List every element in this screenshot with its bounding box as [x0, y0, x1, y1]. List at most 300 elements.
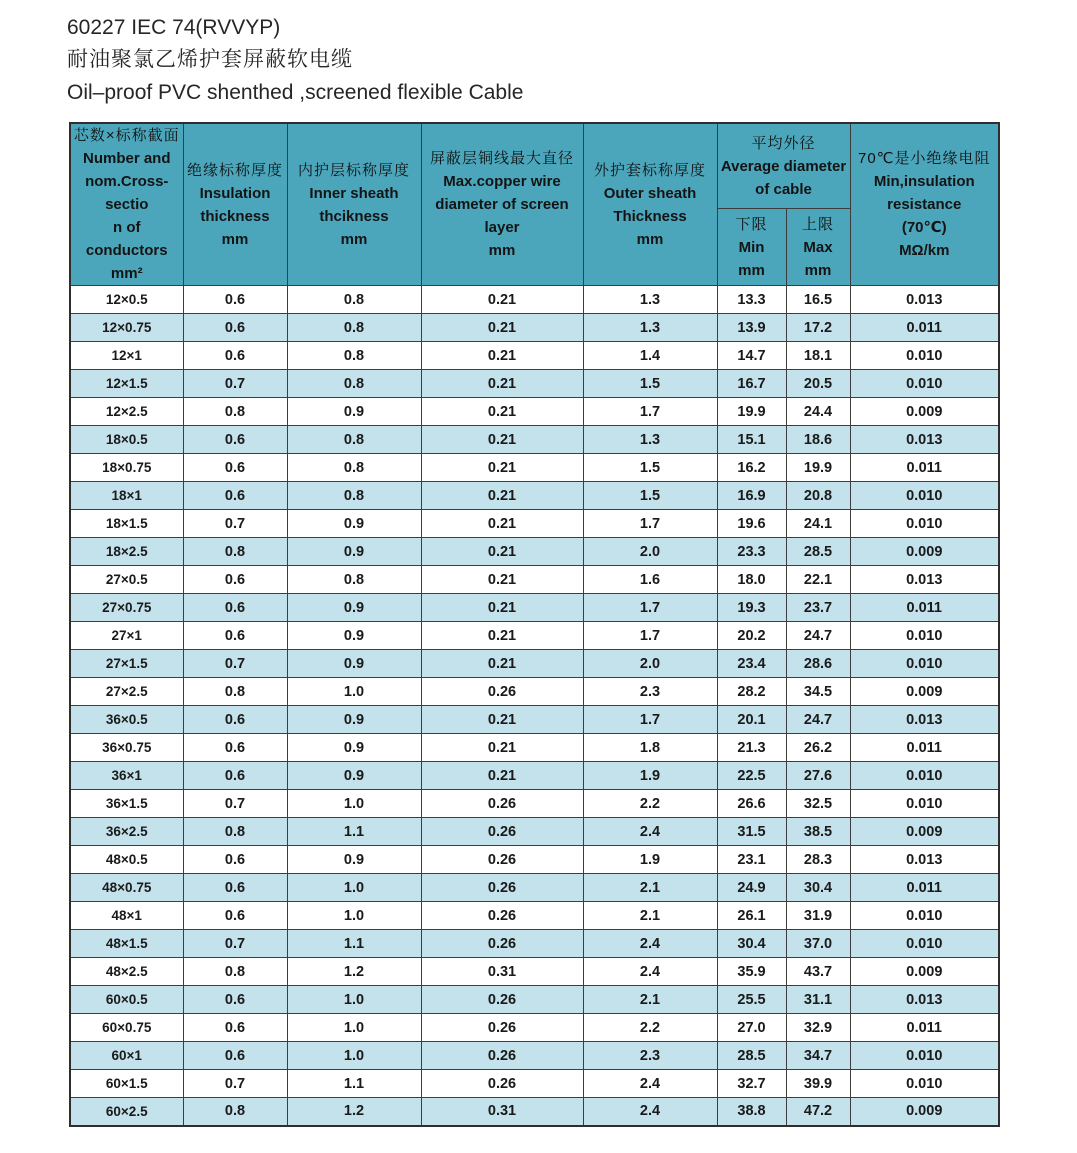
table-cell: 12×2.5	[70, 398, 183, 426]
table-row	[70, 454, 999, 482]
header-line: 内护层标称厚度	[297, 161, 410, 179]
header-line: 上限	[801, 215, 834, 233]
table-cell: 0.9	[287, 706, 421, 734]
table-cell: 0.6	[183, 566, 287, 594]
table-cell: 0.013	[850, 846, 999, 874]
table-cell: 16.5	[786, 286, 850, 314]
table-cell: 0.009	[850, 1098, 999, 1126]
table-cell: 27×2.5	[70, 678, 183, 706]
table-row	[70, 286, 999, 314]
table-cell: 43.7	[786, 958, 850, 986]
header-line: Min	[738, 238, 765, 256]
table-cell: 0.8	[183, 1098, 287, 1126]
table-cell: 0.21	[421, 454, 583, 482]
table-cell: 27.6	[786, 762, 850, 790]
table-cell: 0.009	[850, 678, 999, 706]
table-cell: 0.009	[850, 538, 999, 566]
table-cell: 0.8	[183, 538, 287, 566]
table-cell: 60×0.5	[70, 986, 183, 1014]
table-cell: 0.011	[850, 314, 999, 342]
table-cell: 0.010	[850, 902, 999, 930]
table-cell: 2.4	[583, 930, 717, 958]
table-cell: 36×0.5	[70, 706, 183, 734]
header-insulation-thickness	[183, 123, 287, 286]
table-cell: 1.7	[583, 594, 717, 622]
table-cell: 1.0	[287, 790, 421, 818]
table-cell: 35.9	[717, 958, 786, 986]
table-cell: 0.010	[850, 790, 999, 818]
table-cell: 0.21	[421, 370, 583, 398]
header-line: Thickness	[613, 207, 687, 225]
table-row	[70, 986, 999, 1014]
table-cell: 1.3	[583, 286, 717, 314]
table-cell: 32.7	[717, 1070, 786, 1098]
table-cell: 0.6	[183, 874, 287, 902]
table-cell: 28.6	[786, 650, 850, 678]
table-cell: 15.1	[717, 426, 786, 454]
table-cell: 0.9	[287, 734, 421, 762]
table-cell: 0.21	[421, 734, 583, 762]
table-cell: 0.26	[421, 846, 583, 874]
table-cell: 0.010	[850, 1070, 999, 1098]
table-cell: 1.0	[287, 1014, 421, 1042]
table-row	[70, 594, 999, 622]
table-cell: 0.6	[183, 482, 287, 510]
table-cell: 0.6	[183, 734, 287, 762]
header-line: mm²	[110, 265, 143, 282]
table-cell: 24.4	[786, 398, 850, 426]
table-cell: 60×1	[70, 1042, 183, 1070]
table-cell: 0.21	[421, 706, 583, 734]
table-cell: 12×1	[70, 342, 183, 370]
table-row	[70, 314, 999, 342]
table-cell: 0.9	[287, 650, 421, 678]
table-cell: 2.1	[583, 902, 717, 930]
table-cell: 0.8	[287, 566, 421, 594]
header-line: Inner sheath	[309, 184, 399, 202]
table-cell: 0.21	[421, 762, 583, 790]
header-line: Insulation	[199, 184, 271, 202]
header-diameter-max	[786, 209, 850, 286]
table-row	[70, 874, 999, 902]
table-cell: 0.8	[287, 370, 421, 398]
header-line: thcikness	[319, 207, 389, 225]
table-cell: 0.013	[850, 986, 999, 1014]
table-cell: 1.0	[287, 986, 421, 1014]
table-cell: 0.21	[421, 538, 583, 566]
table-cell: 26.6	[717, 790, 786, 818]
table-cell: 0.009	[850, 818, 999, 846]
table-cell: 48×2.5	[70, 958, 183, 986]
table-cell: 31.1	[786, 986, 850, 1014]
table-cell: 0.7	[183, 790, 287, 818]
header-line: n of conductors	[85, 219, 168, 259]
table-cell: 27×1	[70, 622, 183, 650]
table-cell: 19.9	[786, 454, 850, 482]
table-cell: 0.21	[421, 426, 583, 454]
table-cell: 2.4	[583, 958, 717, 986]
table-cell: 1.9	[583, 762, 717, 790]
table-cell: 23.7	[786, 594, 850, 622]
table-cell: 23.4	[717, 650, 786, 678]
table-cell: 31.9	[786, 902, 850, 930]
table-cell: 0.26	[421, 818, 583, 846]
table-row	[70, 482, 999, 510]
table-cell: 24.9	[717, 874, 786, 902]
header-line: resistance	[887, 196, 962, 213]
table-cell: 22.5	[717, 762, 786, 790]
table-cell: 2.2	[583, 1014, 717, 1042]
table-cell: 0.26	[421, 874, 583, 902]
table-cell: 16.2	[717, 454, 786, 482]
table-cell: 48×1.5	[70, 930, 183, 958]
table-cell: 25.5	[717, 986, 786, 1014]
table-cell: 0.21	[421, 398, 583, 426]
table-cell: 27×1.5	[70, 650, 183, 678]
table-cell: 2.1	[583, 986, 717, 1014]
table-row	[70, 370, 999, 398]
table-cell: 24.1	[786, 510, 850, 538]
table-cell: 22.1	[786, 566, 850, 594]
table-cell: 24.7	[786, 706, 850, 734]
table-cell: 1.3	[583, 426, 717, 454]
table-cell: 0.013	[850, 566, 999, 594]
header-line: of cable	[755, 180, 812, 198]
table-cell: 0.8	[287, 426, 421, 454]
table-cell: 0.8	[287, 342, 421, 370]
table-row	[70, 1070, 999, 1098]
table-cell: 0.010	[850, 342, 999, 370]
product-title-english: Oil–proof PVC shenthed ,screened flexible Cable	[67, 81, 524, 104]
table-cell: 0.9	[287, 398, 421, 426]
table-cell: 34.7	[786, 1042, 850, 1070]
table-cell: 0.9	[287, 594, 421, 622]
table-cell: 0.26	[421, 678, 583, 706]
table-cell: 0.6	[183, 314, 287, 342]
table-cell: 0.21	[421, 566, 583, 594]
table-row	[70, 762, 999, 790]
table-cell: 18.6	[786, 426, 850, 454]
header-line: Min,insulation	[873, 173, 975, 190]
table-cell: 1.4	[583, 342, 717, 370]
table-cell: 48×0.5	[70, 846, 183, 874]
header-line: MΩ/km	[899, 242, 950, 259]
table-cell: 47.2	[786, 1098, 850, 1126]
table-cell: 23.1	[717, 846, 786, 874]
table-cell: 24.7	[786, 622, 850, 650]
table-cell: 1.6	[583, 566, 717, 594]
table-cell: 0.6	[183, 1042, 287, 1070]
cable-spec-table	[69, 122, 1000, 1127]
header-line: Number and	[82, 150, 171, 167]
table-cell: 0.8	[183, 398, 287, 426]
table-cell: 0.011	[850, 874, 999, 902]
table-cell: 28.5	[786, 538, 850, 566]
table-cell: 0.013	[850, 706, 999, 734]
table-cell: 28.3	[786, 846, 850, 874]
header-line: 下限	[735, 215, 768, 233]
table-cell: 0.010	[850, 650, 999, 678]
table-cell: 37.0	[786, 930, 850, 958]
table-row	[70, 538, 999, 566]
table-cell: 60×0.75	[70, 1014, 183, 1042]
table-cell: 0.010	[850, 482, 999, 510]
table-row	[70, 1014, 999, 1042]
table-cell: 0.31	[421, 1098, 583, 1126]
table-cell: 27×0.75	[70, 594, 183, 622]
table-cell: 18×1.5	[70, 510, 183, 538]
table-cell: 12×0.75	[70, 314, 183, 342]
table-cell: 2.4	[583, 818, 717, 846]
table-cell: 20.8	[786, 482, 850, 510]
header-line: mm	[804, 261, 832, 279]
table-cell: 12×0.5	[70, 286, 183, 314]
header-line: Max.copper wire	[443, 173, 561, 190]
table-cell: 28.5	[717, 1042, 786, 1070]
table-cell: 0.010	[850, 370, 999, 398]
table-cell: 18×1	[70, 482, 183, 510]
table-cell: 1.2	[287, 958, 421, 986]
table-cell: 20.5	[786, 370, 850, 398]
table-row	[70, 846, 999, 874]
header-line: 芯数×标称截面	[73, 127, 180, 144]
table-cell: 1.5	[583, 370, 717, 398]
table-cell: 20.2	[717, 622, 786, 650]
table-row	[70, 902, 999, 930]
header-line: Outer sheath	[603, 184, 697, 202]
header-line: diameter of screen	[435, 196, 569, 213]
table-cell: 0.6	[183, 1014, 287, 1042]
table-cell: 1.0	[287, 678, 421, 706]
table-cell: 1.3	[583, 314, 717, 342]
spec-table-body	[70, 286, 999, 1126]
table-cell: 1.8	[583, 734, 717, 762]
table-cell: 31.5	[717, 818, 786, 846]
table-cell: 1.7	[583, 622, 717, 650]
table-cell: 1.5	[583, 454, 717, 482]
table-cell: 13.9	[717, 314, 786, 342]
table-row	[70, 930, 999, 958]
table-cell: 0.7	[183, 930, 287, 958]
table-cell: 0.8	[183, 818, 287, 846]
table-cell: 0.6	[183, 454, 287, 482]
table-cell: 2.2	[583, 790, 717, 818]
table-cell: 39.9	[786, 1070, 850, 1098]
header-diameter-min	[717, 209, 786, 286]
table-cell: 0.9	[287, 538, 421, 566]
table-cell: 60×2.5	[70, 1098, 183, 1126]
table-cell: 2.4	[583, 1098, 717, 1126]
table-cell: 0.21	[421, 482, 583, 510]
table-cell: 18×0.75	[70, 454, 183, 482]
table-cell: 30.4	[786, 874, 850, 902]
header-outer-sheath-thickness	[583, 123, 717, 286]
table-cell: 0.21	[421, 594, 583, 622]
header-line: 平均外径	[751, 134, 816, 152]
table-cell: 27×0.5	[70, 566, 183, 594]
table-cell: 18.1	[786, 342, 850, 370]
table-cell: 0.011	[850, 594, 999, 622]
table-cell: 38.8	[717, 1098, 786, 1126]
table-cell: 0.26	[421, 1014, 583, 1042]
table-cell: 0.009	[850, 398, 999, 426]
table-cell: 1.0	[287, 874, 421, 902]
header-line: (70℃)	[901, 219, 947, 236]
table-cell: 0.6	[183, 426, 287, 454]
table-cell: 2.0	[583, 650, 717, 678]
table-cell: 0.8	[287, 454, 421, 482]
table-row	[70, 1098, 999, 1126]
table-cell: 0.9	[287, 762, 421, 790]
table-row	[70, 342, 999, 370]
table-cell: 0.31	[421, 958, 583, 986]
table-cell: 36×1.5	[70, 790, 183, 818]
table-cell: 0.21	[421, 342, 583, 370]
table-cell: 19.3	[717, 594, 786, 622]
table-row	[70, 398, 999, 426]
table-cell: 1.1	[287, 1070, 421, 1098]
table-cell: 34.5	[786, 678, 850, 706]
table-cell: 0.011	[850, 1014, 999, 1042]
table-cell: 2.4	[583, 1070, 717, 1098]
table-cell: 1.7	[583, 398, 717, 426]
table-row	[70, 818, 999, 846]
table-cell: 0.8	[287, 482, 421, 510]
header-line: mm	[221, 230, 249, 248]
table-cell: 0.26	[421, 902, 583, 930]
table-cell: 0.7	[183, 370, 287, 398]
table-cell: 0.7	[183, 1070, 287, 1098]
table-cell: 26.2	[786, 734, 850, 762]
header-line: Average diameter	[720, 157, 847, 175]
table-cell: 1.0	[287, 902, 421, 930]
header-screen-wire-diameter	[421, 123, 583, 286]
header-line: layer	[484, 219, 520, 236]
table-cell: 0.26	[421, 790, 583, 818]
table-cell: 12×1.5	[70, 370, 183, 398]
header-line: mm	[488, 242, 516, 259]
table-row	[70, 566, 999, 594]
table-row	[70, 650, 999, 678]
table-cell: 2.0	[583, 538, 717, 566]
header-line: nom.Cross-sectio	[85, 173, 169, 213]
header-line: 屏蔽层铜线最大直径	[429, 150, 574, 167]
header-line: Max	[803, 238, 833, 256]
table-cell: 1.1	[287, 818, 421, 846]
table-cell: 0.010	[850, 930, 999, 958]
table-cell: 0.8	[183, 678, 287, 706]
table-row	[70, 426, 999, 454]
table-cell: 16.9	[717, 482, 786, 510]
table-cell: 0.21	[421, 622, 583, 650]
table-cell: 0.26	[421, 1070, 583, 1098]
header-insulation-resistance	[850, 123, 999, 286]
table-cell: 0.011	[850, 734, 999, 762]
table-cell: 0.010	[850, 1042, 999, 1070]
header-inner-sheath-thickness	[287, 123, 421, 286]
table-cell: 1.7	[583, 706, 717, 734]
table-cell: 2.3	[583, 678, 717, 706]
table-cell: 0.013	[850, 426, 999, 454]
table-cell: 0.7	[183, 510, 287, 538]
table-cell: 36×2.5	[70, 818, 183, 846]
table-cell: 0.21	[421, 650, 583, 678]
table-cell: 14.7	[717, 342, 786, 370]
table-cell: 21.3	[717, 734, 786, 762]
table-cell: 0.013	[850, 286, 999, 314]
table-cell: 28.2	[717, 678, 786, 706]
table-cell: 0.8	[183, 958, 287, 986]
table-cell: 38.5	[786, 818, 850, 846]
table-cell: 0.6	[183, 342, 287, 370]
table-cell: 0.6	[183, 846, 287, 874]
table-cell: 0.6	[183, 622, 287, 650]
table-cell: 36×1	[70, 762, 183, 790]
table-cell: 0.26	[421, 1042, 583, 1070]
table-cell: 32.9	[786, 1014, 850, 1042]
table-cell: 0.7	[183, 650, 287, 678]
title-block	[67, 12, 523, 109]
table-cell: 23.3	[717, 538, 786, 566]
table-cell: 18.0	[717, 566, 786, 594]
table-cell: 0.9	[287, 622, 421, 650]
header-line: mm	[340, 230, 368, 248]
table-cell: 32.5	[786, 790, 850, 818]
table-row	[70, 790, 999, 818]
table-cell: 18×2.5	[70, 538, 183, 566]
header-line: 70℃是小绝缘电阻	[857, 150, 991, 167]
table-cell: 0.6	[183, 762, 287, 790]
table-cell: 1.7	[583, 510, 717, 538]
table-row	[70, 734, 999, 762]
table-header	[70, 123, 999, 286]
header-average-diameter	[717, 123, 850, 209]
table-cell: 0.011	[850, 454, 999, 482]
table-cell: 18×0.5	[70, 426, 183, 454]
table-row	[70, 510, 999, 538]
header-line: mm	[738, 261, 765, 279]
table-cell: 30.4	[717, 930, 786, 958]
table-cell: 60×1.5	[70, 1070, 183, 1098]
table-cell: 0.9	[287, 846, 421, 874]
table-cell: 13.3	[717, 286, 786, 314]
table-cell: 0.8	[287, 314, 421, 342]
table-row	[70, 678, 999, 706]
table-cell: 0.8	[287, 286, 421, 314]
table-cell: 17.2	[786, 314, 850, 342]
table-cell: 16.7	[717, 370, 786, 398]
spec-code-title: 60227 IEC 74(RVVYP)	[67, 16, 281, 39]
header-line: 外护套标称厚度	[593, 161, 706, 179]
header-line: 绝缘标称厚度	[186, 161, 283, 179]
table-cell: 0.6	[183, 286, 287, 314]
table-cell: 1.0	[287, 1042, 421, 1070]
table-cell: 1.9	[583, 846, 717, 874]
table-cell: 0.010	[850, 510, 999, 538]
header-conductors	[70, 123, 183, 286]
table-cell: 0.26	[421, 986, 583, 1014]
header-line: thickness	[200, 207, 270, 225]
product-title-chinese: 耐油聚氯乙烯护套屏蔽软电缆	[67, 48, 353, 71]
table-cell: 0.010	[850, 622, 999, 650]
table-cell: 1.1	[287, 930, 421, 958]
table-cell: 0.6	[183, 986, 287, 1014]
table-row	[70, 958, 999, 986]
table-row	[70, 706, 999, 734]
table-cell: 19.9	[717, 398, 786, 426]
table-cell: 0.009	[850, 958, 999, 986]
table-cell: 2.3	[583, 1042, 717, 1070]
